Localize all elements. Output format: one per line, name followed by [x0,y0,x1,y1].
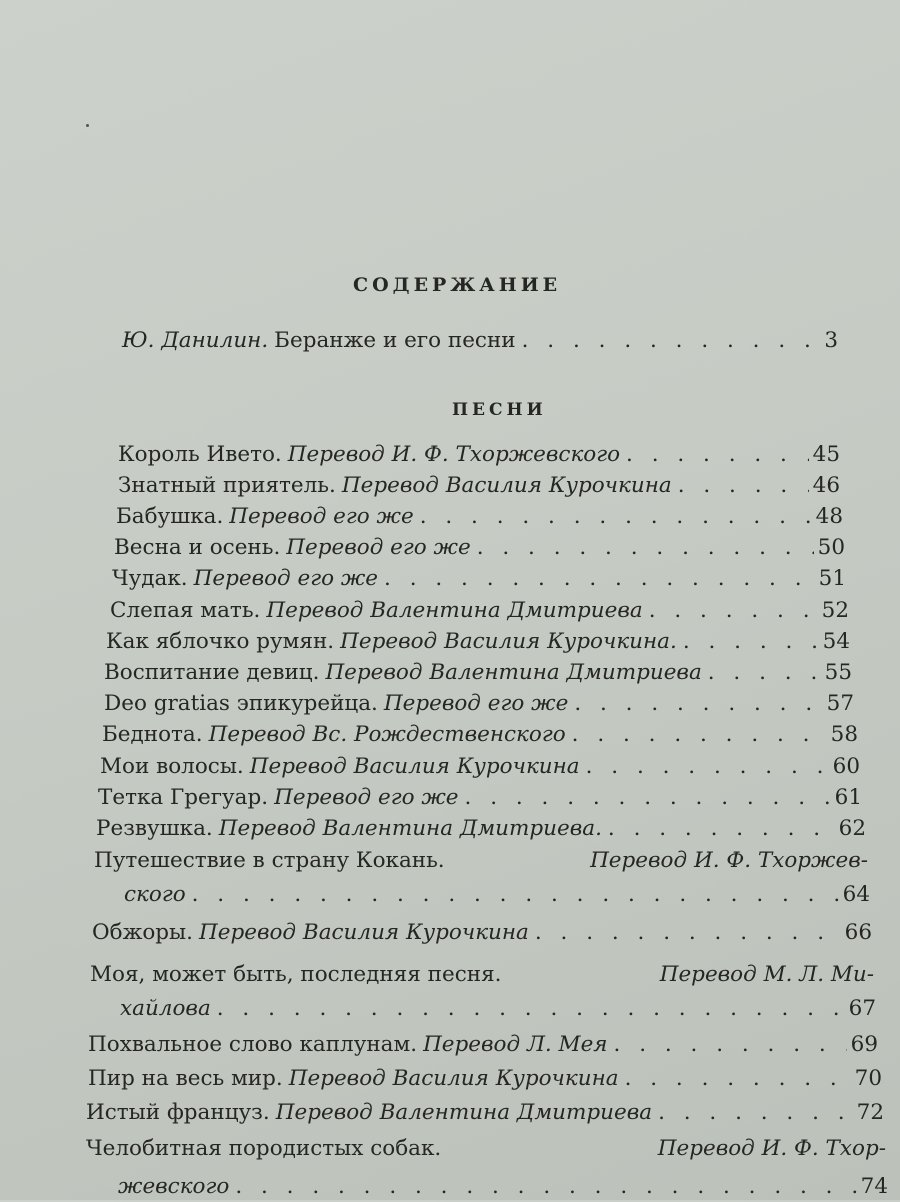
entry-title: Челобитная породистых собак. [86,1136,442,1161]
toc-entry [104,689,854,719]
leader-dots [608,814,835,844]
entry-title: Похвальное слово каплунам. [88,1032,418,1057]
toc-entry-continuation [118,1172,888,1202]
toc-entry [114,533,845,563]
entry-translator: Перевод И. Ф. Тхоржев- [590,848,868,873]
entry-translator: Перевод Василия Курочкина [341,473,672,498]
entry-page: 58 [830,722,858,747]
toc-entry [86,1098,884,1128]
entry-page: 67 [848,996,876,1021]
leader-dots [535,918,841,948]
entry-translator: Перевод М. Л. Ми- [659,962,874,987]
entry-page: 61 [834,785,862,810]
leader-dots [649,596,818,626]
entry-title: Deo gratias эпикурейца. [104,691,378,716]
entry-translator: Перевод Валентина Дмитриева [325,660,702,685]
entry-page: 45 [812,442,840,467]
leader-dots [572,720,827,750]
toc-entry [104,658,852,688]
leader-dots [614,1030,847,1060]
entry-page: 66 [844,920,872,945]
toc-entry [88,1030,878,1060]
entry-page: 55 [824,660,852,685]
toc-entry [88,1064,882,1094]
section-heading: ПЕСНИ [452,400,547,420]
entry-title: Знатный приятель. [118,473,336,498]
entry-title: Путешествие в страну Кокань. [94,848,445,873]
entry-page: 74 [860,1174,888,1199]
contents-heading: СОДЕРЖАНИЕ [353,274,562,296]
entry-page: 64 [842,882,870,907]
entry-translator: Перевод его же [193,566,379,591]
entry-title: Пир на весь мир. [88,1066,283,1091]
entry-page: 70 [854,1066,882,1091]
entry-title: Король Ивето. [118,442,282,467]
entry-translator-continuation: жевского [118,1174,230,1199]
toc-entry [90,960,874,990]
leader-dots [708,658,821,688]
leader-dots [477,533,814,563]
entry-translator: Перевод его же [383,691,569,716]
toc-entry [102,720,858,750]
entry-page: 62 [838,816,866,841]
entry-page: 57 [826,691,854,716]
leader-dots [235,1172,856,1202]
entry-page: 60 [832,754,860,779]
entry-translator: Перевод И. Ф. Тхоржевского [287,442,621,467]
leader-dots [626,440,809,470]
entry-translator: Перевод Валентина Дмитриева. [218,816,602,841]
entry-title: Как яблочко румян. [106,629,335,654]
toc-entry [86,1134,886,1164]
entry-title: Слепая мать. [110,598,261,623]
entry-page: 52 [821,598,849,623]
entry-translator: Перевод Валентина Дмитриева [275,1100,653,1125]
toc-entry-continuation [124,880,870,910]
toc-entry [96,814,866,844]
toc-entry [106,627,850,657]
entry-translator: Перевод И. Ф. Тхор- [657,1136,886,1161]
entry-page: 72 [856,1100,884,1125]
entry-translator: Перевод Вс. Рождественского [208,722,566,747]
entry-title: Беднота. [102,722,203,747]
leader-dots [574,689,822,719]
entry-translator: Перевод Василия Курочкина [249,754,580,779]
entry-title: Тетка Грегуар. [98,785,269,810]
toc-entry-continuation [120,994,876,1024]
entry-title: Бабушка. [116,504,224,529]
entry-translator: Перевод его же [286,535,471,560]
entry-page: 54 [822,629,850,654]
entry-title: Моя, может быть, последняя песня. [90,962,502,987]
entry-translator: Перевод Василия Курочкина. [340,629,677,654]
leader-dots [678,471,809,501]
toc-entry [118,471,840,501]
leader-dots [683,627,819,657]
intro-title: Беранже и его песни [274,328,516,353]
entry-translator: Перевод Валентина Дмитриева [266,598,643,623]
entry-title: Резвушка. [96,816,213,841]
toc-entry [98,783,862,813]
toc-entry [94,846,868,876]
leader-dots [522,326,821,356]
entry-page: 48 [815,504,843,529]
entry-title: Обжоры. [92,920,194,945]
leader-dots [217,994,845,1024]
entry-page: 51 [818,566,846,591]
entry-translator: Перевод Василия Курочкина [199,920,529,945]
entry-page: 46 [812,473,840,498]
entry-title: Истый француз. [86,1100,270,1125]
toc-entry [92,918,872,948]
toc-entry [118,440,840,470]
leader-dots [384,564,815,594]
leader-dots [625,1064,851,1094]
intro-page: 3 [824,328,838,353]
intro-author: Ю. Данилин. [122,328,269,353]
print-speck [86,124,89,127]
entry-translator: Перевод Л. Мея [423,1032,608,1057]
leader-dots [586,752,829,782]
toc-entry [112,564,846,594]
entry-title: Чудак. [112,566,188,591]
entry-title: Весна и осень. [114,535,281,560]
leader-dots [658,1098,853,1128]
leader-dots [192,880,839,910]
leader-dots [420,502,812,532]
toc-entry [110,596,849,626]
entry-title: Мои волосы. [100,754,244,779]
entry-page: 69 [850,1032,878,1057]
entry-translator-continuation: ского [124,882,186,907]
toc-entry [116,502,843,532]
entry-translator: Перевод его же [274,785,459,810]
entry-page: 50 [817,535,845,560]
toc-entry [100,752,860,782]
entry-translator: Перевод Василия Курочкина [288,1066,619,1091]
entry-title: Воспитание девиц. [104,660,320,685]
entry-translator: Перевод его же [229,504,414,529]
entry-translator-continuation: хайлова [120,996,211,1021]
intro-line [122,326,838,356]
leader-dots [465,783,831,813]
